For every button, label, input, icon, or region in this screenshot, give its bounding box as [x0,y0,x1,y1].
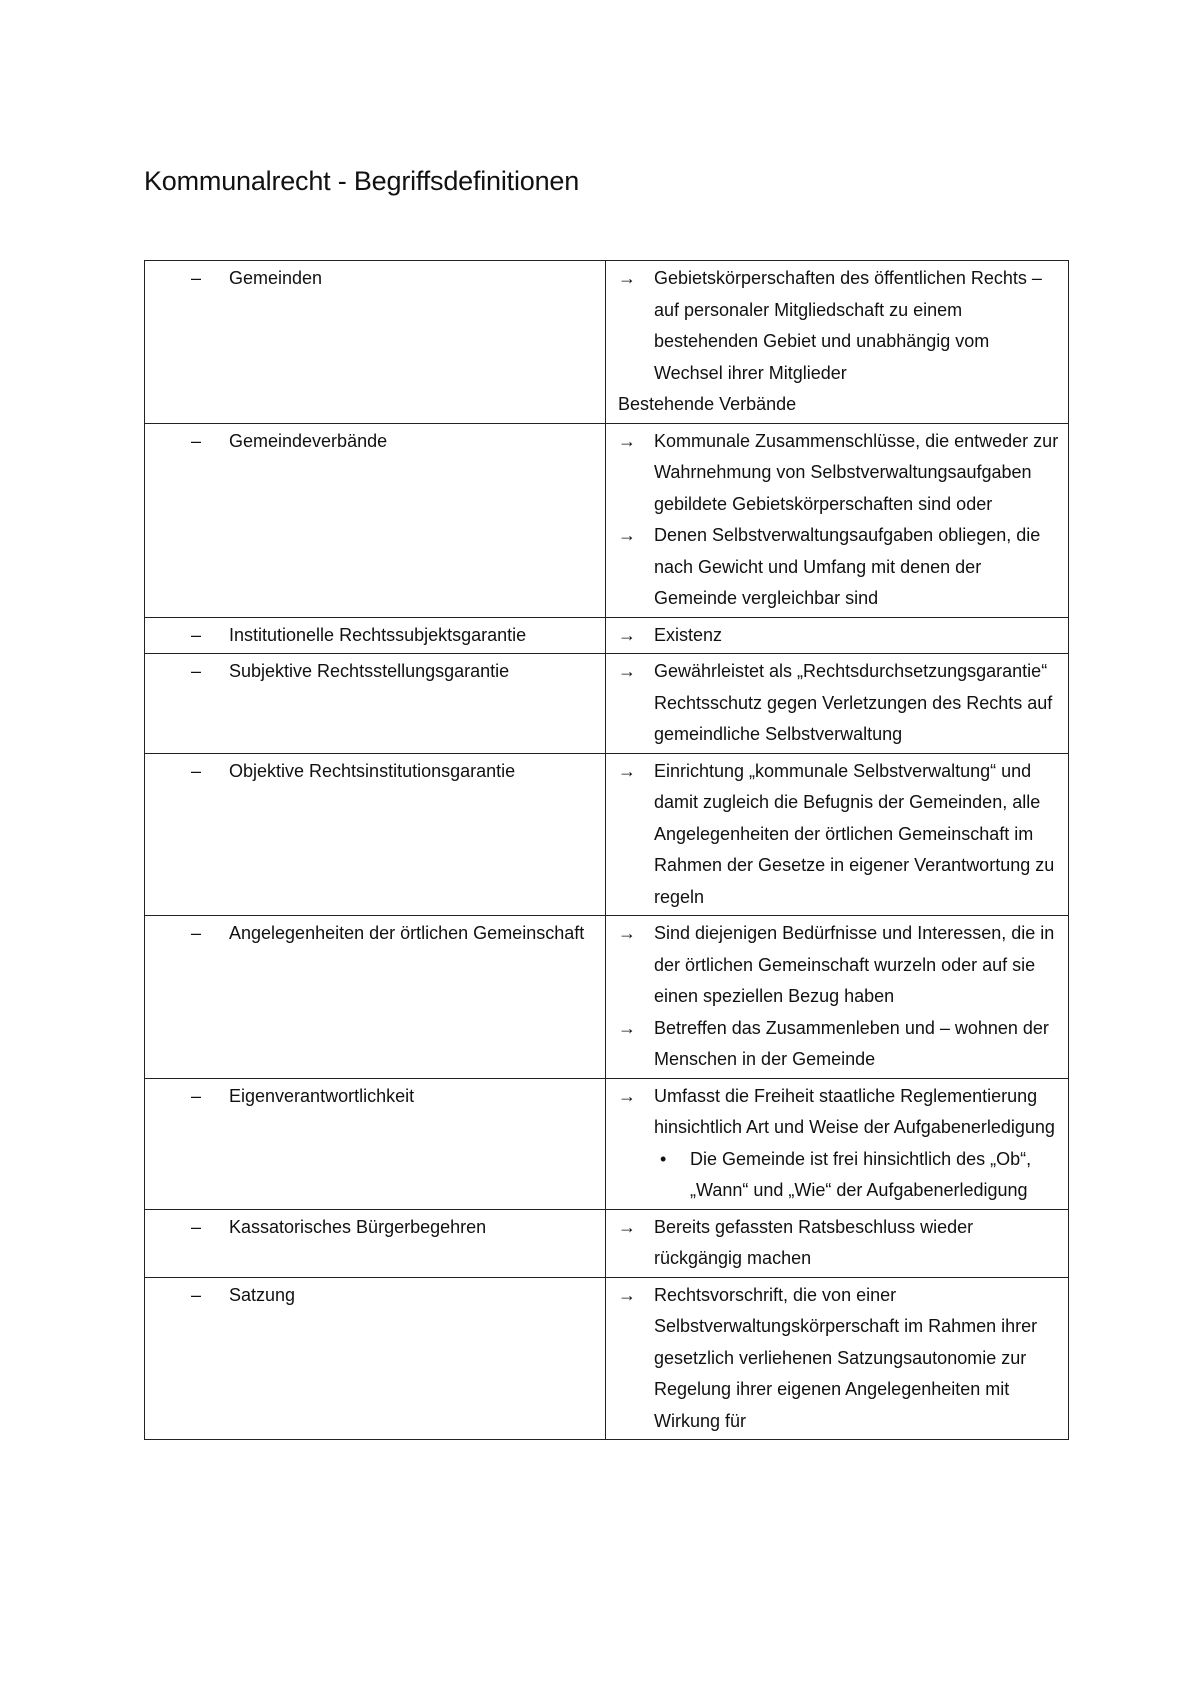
term-label: Objektive Rechtsinstitutionsgarantie [229,760,516,781]
dash-marker: – [191,760,202,781]
definition-cell [606,916,1069,1079]
definition-cell [606,654,1069,754]
definition-row [145,753,1069,916]
definition-text: Rechtsvorschrift, die von einer Selbstverwaltungskörperschaft im Rahmen ihrer gesetzlich verliehenen Satzungsautonomie zur Regelung ihrer eigenen Angelegenheiten mit Wirkung für [654,1284,1038,1431]
definition-item [606,263,1068,389]
term-item [145,426,605,458]
definition-text: Kommunale Zusammenschlüsse, die entweder zur Wahrnehmung von Selbstverwaltungsaufgaben gebildete Gebietskörperschaften sind oder [654,430,1059,514]
arrow-right-icon: → [618,1017,636,1038]
definition-item [606,918,1068,1013]
term-label: Kassatorisches Bürgerbegehren [229,1216,487,1237]
dash-marker: – [191,268,202,288]
term-cell [145,916,606,1079]
term-cell [145,1078,606,1209]
dash-marker: – [191,1085,202,1106]
definition-row [145,654,1069,754]
definition-item [606,426,1068,521]
arrow-right-icon: → [618,525,636,545]
definition-text: Betreffen das Zusammenleben und – wohnen der Menschen in der Gemeinde [654,1017,1049,1069]
term-cell [145,1277,606,1440]
arrow-right-icon: → [618,1284,636,1305]
definition-cell [606,1078,1069,1209]
term-label: Eigenverantwortlichkeit [229,1085,415,1106]
term-cell [145,423,606,617]
term-cell [145,1209,606,1277]
definition-cell [606,261,1069,424]
bullet-icon: • [660,1148,667,1169]
term-cell [145,261,606,424]
definition-plain-item [606,389,1068,421]
page-title: Kommunalrecht - Begriffsdefinitionen [144,166,580,196]
definition-text: Sind diejenigen Bedürfnisse und Interessen, die in der örtlichen Gemeinschaft wurzeln oder auf sie einen speziellen Bezug haben [654,923,1055,1006]
definition-item [606,620,1068,652]
term-item [145,1280,605,1312]
definition-row [145,261,1069,424]
definitions-table [144,260,1069,1440]
definition-row [145,1209,1069,1277]
definition-item [606,520,1068,615]
dash-marker: – [191,624,202,645]
arrow-right-icon: → [618,760,636,781]
definitions-table-body [145,261,1069,1440]
term-label: Angelegenheiten der örtlichen Gemeinschaft [229,923,585,943]
definition-cell [606,1277,1069,1440]
term-label: Satzung [229,1284,296,1305]
definition-row [145,423,1069,617]
definition-cell [606,423,1069,617]
dash-marker: – [191,661,202,681]
definition-bullet-item [606,1144,1068,1207]
term-cell [145,617,606,654]
definition-row [145,1277,1069,1440]
definition-item [606,656,1068,751]
definition-text: Einrichtung „kommunale Selbstverwaltung“ und damit zugleich die Befugnis der Gemeinden, alle Angelegenheiten der örtlichen Gemeinschaft im Rahmen der Gesetze in eigener Verantwortung zu regeln [654,760,1055,907]
term-cell [145,753,606,916]
term-item [145,263,605,295]
term-item [145,918,605,950]
term-item [145,620,605,652]
dash-marker: – [191,430,202,451]
arrow-right-icon: → [618,430,636,451]
arrow-right-icon: → [618,624,636,645]
definition-cell [606,1209,1069,1277]
definition-text: Gebietskörperschaften des öffentlichen Rechts – auf personaler Mitgliedschaft zu einem bestehenden Gebiet und unabhängig vom Wechsel ihrer Mitglieder [654,268,1042,383]
definition-item [606,1081,1068,1144]
arrow-right-icon: → [618,1216,636,1237]
definition-item [606,1212,1068,1275]
definition-item [606,756,1068,914]
arrow-right-icon: → [618,268,636,288]
definition-text: Denen Selbstverwaltungsaufgaben obliegen, die nach Gewicht und Umfang mit denen der Gemeinde vergleichbar sind [654,525,1041,608]
definition-cell [606,753,1069,916]
term-item [145,1081,605,1113]
arrow-right-icon: → [618,661,636,681]
definition-row [145,1078,1069,1209]
definition-text: Die Gemeinde ist frei hinsichtlich des „Ob“, „Wann“ und „Wie“ der Aufgabenerledigung [690,1148,1032,1200]
arrow-right-icon: → [618,1085,636,1106]
definition-text: Existenz [654,624,723,645]
term-label: Gemeindeverbände [229,430,388,451]
dash-marker: – [191,1284,202,1305]
definition-row [145,617,1069,654]
definition-text: Bereits gefassten Ratsbeschluss wieder rückgängig machen [654,1216,974,1268]
arrow-right-icon: → [618,923,636,943]
dash-marker: – [191,923,202,943]
definition-text: Bestehende Verbände [618,394,797,414]
term-item [145,1212,605,1244]
definition-cell [606,617,1069,654]
definition-row [145,916,1069,1079]
dash-marker: – [191,1216,202,1237]
definition-text: Gewährleistet als „Rechtsdurchsetzungsgarantie“ Rechtsschutz gegen Verletzungen des Rechts auf gemeindliche Selbstverwaltung [654,661,1053,744]
definition-item [606,1013,1068,1076]
term-item [145,756,605,788]
term-item [145,656,605,688]
definition-text: Umfasst die Freiheit staatliche Reglementierung hinsichtlich Art und Weise der Aufgabenerledigung [654,1085,1055,1137]
definition-item [606,1280,1068,1438]
term-label: Gemeinden [229,268,323,288]
term-label: Institutionelle Rechtssubjektsgarantie [229,624,527,645]
term-label: Subjektive Rechtsstellungsgarantie [229,661,510,681]
term-cell [145,654,606,754]
